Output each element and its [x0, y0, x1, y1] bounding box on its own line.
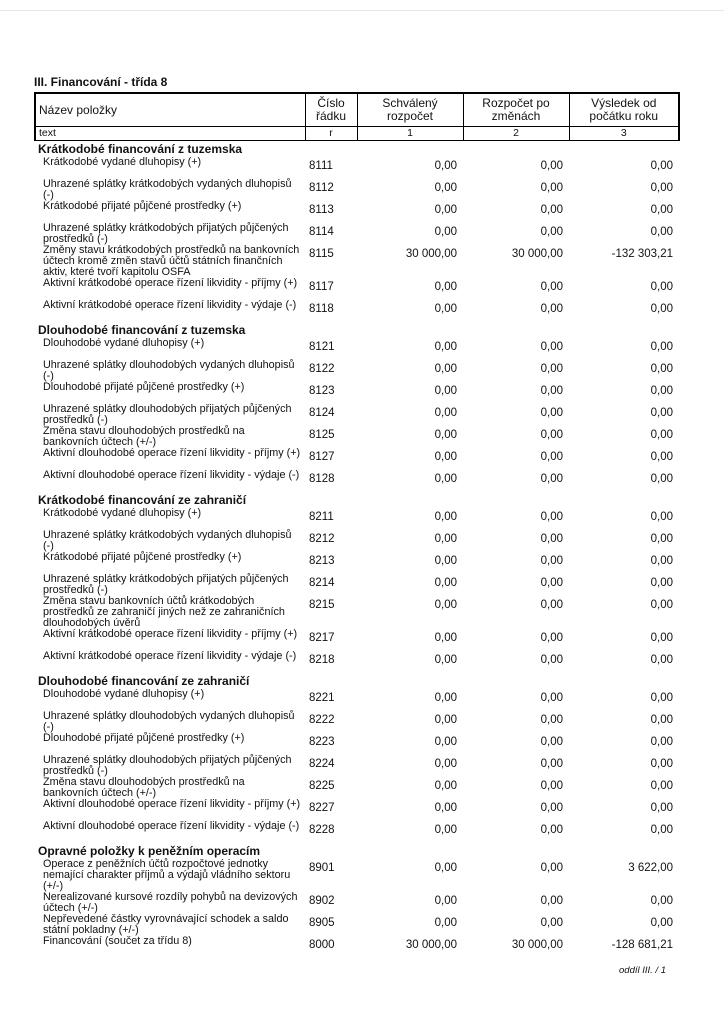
row-approved: 0,00 — [434, 555, 457, 567]
row-modified: 0,00 — [540, 780, 563, 792]
section-heading: Opravné položky k peněžním operacím — [38, 844, 261, 858]
table-body — [35, 141, 679, 959]
row-modified: 0,00 — [540, 917, 563, 929]
table-row — [35, 448, 679, 470]
row-name: Nerealizované kursové rozdíly pohybů na devizových účtech (+/-) — [43, 891, 298, 914]
row-approved: 0,00 — [434, 895, 457, 907]
row-modified: 30 000,00 — [511, 248, 563, 260]
row-name: Aktivní krátkodobé operace řízení likvidity - příjmy (+) — [43, 277, 298, 289]
table-row — [35, 278, 679, 300]
row-modified: 30 000,00 — [511, 939, 563, 951]
section-heading: Dlouhodobé financování ze zahraničí — [38, 674, 250, 688]
row-approved: 0,00 — [434, 451, 457, 463]
row-name: Krátkodobé vydané dluhopisy (+) — [43, 156, 202, 168]
table-row — [35, 936, 679, 958]
row-result: 0,00 — [650, 407, 673, 419]
row-code: 8115 — [309, 248, 334, 260]
row-code: 8128 — [309, 473, 335, 485]
row-code: 8211 — [309, 511, 334, 523]
table-subheader-row — [35, 127, 679, 141]
subheader-result: 3 — [569, 127, 679, 141]
row-code: 8228 — [309, 824, 335, 836]
row-result: 0,00 — [650, 451, 673, 463]
row-code: 8221 — [309, 692, 335, 704]
row-code: 8111 — [309, 160, 333, 172]
row-approved: 0,00 — [434, 303, 457, 315]
row-code: 8114 — [309, 226, 334, 238]
row-modified: 0,00 — [540, 341, 563, 353]
row-name: Dlouhodobé přijaté půjčené prostředky (+) — [43, 732, 245, 744]
row-approved: 0,00 — [434, 226, 457, 238]
row-modified: 0,00 — [540, 226, 563, 238]
row-result: 0,00 — [650, 160, 673, 172]
row-code: 8214 — [309, 577, 335, 589]
row-modified: 0,00 — [540, 473, 563, 485]
header-result: Výsledek od počátku roku — [569, 93, 679, 127]
row-result: 0,00 — [650, 473, 673, 485]
header-approved: Schválený rozpočet — [357, 93, 463, 127]
row-approved: 0,00 — [434, 692, 457, 704]
row-code: 8000 — [309, 939, 335, 951]
row-result: 0,00 — [650, 281, 673, 293]
row-modified: 0,00 — [540, 281, 563, 293]
row-modified: 0,00 — [540, 599, 563, 611]
table-row — [35, 689, 679, 711]
subheader-name: text — [35, 127, 305, 141]
row-code: 8125 — [309, 429, 335, 441]
row-code: 8212 — [309, 533, 335, 545]
table-row — [35, 777, 679, 799]
row-approved: 0,00 — [434, 599, 457, 611]
row-name: Krátkodobé přijaté půjčené prostředky (+) — [43, 551, 242, 563]
table-row — [35, 201, 679, 223]
table-row — [35, 821, 679, 843]
row-modified: 0,00 — [540, 363, 563, 375]
row-approved: 0,00 — [434, 533, 457, 545]
row-result: 0,00 — [650, 780, 673, 792]
row-modified: 0,00 — [540, 654, 563, 666]
row-result: 0,00 — [650, 429, 673, 441]
row-name: Uhrazené splátky krátkodobých přijatých půjčených prostředků (-) — [43, 222, 289, 245]
subheader-modified: 2 — [463, 127, 569, 141]
row-name: Aktivní dlouhodobé operace řízení likvidity - příjmy (+) — [43, 798, 301, 810]
row-result: 0,00 — [650, 802, 673, 814]
section-title: III. Financování - třída 8 — [34, 75, 168, 89]
table-row — [35, 338, 679, 360]
row-name: Změna stavu dlouhodobých prostředků na bankovních účtech (+/-) — [43, 776, 245, 799]
row-result: 0,00 — [650, 385, 673, 397]
section-heading: Krátkodobé financování z tuzemska — [38, 142, 243, 156]
table-row — [35, 426, 679, 448]
row-name: Uhrazené splátky dlouhodobých vydaných dluhopisů (-) — [43, 359, 295, 382]
row-result: 0,00 — [650, 341, 673, 353]
section-heading-row — [35, 492, 679, 508]
table-row — [35, 574, 679, 596]
row-approved: 0,00 — [434, 385, 457, 397]
table-row — [35, 711, 679, 733]
row-result: -128 681,21 — [611, 939, 673, 951]
row-result: 0,00 — [650, 555, 673, 567]
row-approved: 0,00 — [434, 363, 457, 375]
row-approved: 0,00 — [434, 204, 457, 216]
row-modified: 0,00 — [540, 714, 563, 726]
row-approved: 0,00 — [434, 862, 457, 874]
row-approved: 0,00 — [434, 917, 457, 929]
row-modified: 0,00 — [540, 385, 563, 397]
section-heading: Dlouhodobé financování z tuzemska — [38, 323, 246, 337]
table-row — [35, 629, 679, 651]
row-approved: 0,00 — [434, 160, 457, 172]
row-code: 8901 — [309, 862, 335, 874]
row-code: 8122 — [309, 363, 335, 375]
row-modified: 0,00 — [540, 824, 563, 836]
table-row — [35, 508, 679, 530]
table-row — [35, 859, 679, 892]
row-modified: 0,00 — [540, 862, 563, 874]
row-approved: 0,00 — [434, 341, 457, 353]
row-code: 8215 — [309, 599, 335, 611]
row-code: 8227 — [309, 802, 335, 814]
row-result: 0,00 — [650, 758, 673, 770]
section-heading-row — [35, 843, 679, 859]
row-code: 8124 — [309, 407, 335, 419]
row-code: 8217 — [309, 632, 335, 644]
subheader-approved: 1 — [357, 127, 463, 141]
row-code: 8222 — [309, 714, 335, 726]
row-approved: 0,00 — [434, 654, 457, 666]
header-name: Název položky — [35, 93, 305, 127]
row-name: Krátkodobé přijaté půjčené prostředky (+) — [43, 200, 242, 212]
row-name: Financování (součet za třídu 8) — [43, 935, 192, 947]
section-heading-row — [35, 141, 679, 158]
row-result: 0,00 — [650, 182, 673, 194]
row-approved: 0,00 — [434, 182, 457, 194]
row-approved: 0,00 — [434, 780, 457, 792]
row-approved: 0,00 — [434, 714, 457, 726]
row-result: -132 303,21 — [611, 248, 673, 260]
table-row — [35, 223, 679, 245]
table-row — [35, 179, 679, 201]
row-modified: 0,00 — [540, 736, 563, 748]
row-name: Operace z peněžních účtů rozpočtové jednotky nemající charakter příjmů a výdajů vládního sektoru (+/-) — [43, 858, 291, 892]
table-row — [35, 651, 679, 673]
scan-edge-line — [0, 10, 724, 11]
table-row — [35, 892, 679, 914]
row-result: 0,00 — [650, 824, 673, 836]
row-modified: 0,00 — [540, 895, 563, 907]
row-approved: 0,00 — [434, 281, 457, 293]
row-code: 8123 — [309, 385, 335, 397]
table-row — [35, 470, 679, 492]
row-code: 8902 — [309, 895, 335, 907]
row-code: 8218 — [309, 654, 335, 666]
row-result: 0,00 — [650, 363, 673, 375]
row-modified: 0,00 — [540, 182, 563, 194]
row-name: Krátkodobé vydané dluhopisy (+) — [43, 507, 202, 519]
row-modified: 0,00 — [540, 451, 563, 463]
table-row — [35, 157, 679, 179]
row-code: 8118 — [309, 303, 334, 315]
row-approved: 30 000,00 — [405, 248, 457, 260]
row-modified: 0,00 — [540, 632, 563, 644]
row-name: Uhrazené splátky krátkodobých vydaných dluhopisů (-) — [43, 178, 292, 201]
row-modified: 0,00 — [540, 555, 563, 567]
section-heading: Krátkodobé financování ze zahraničí — [38, 493, 247, 507]
row-modified: 0,00 — [540, 802, 563, 814]
row-name: Aktivní krátkodobé operace řízení likvidity - příjmy (+) — [43, 628, 298, 640]
subheader-code: r — [305, 127, 357, 141]
row-result: 0,00 — [650, 632, 673, 644]
table-row — [35, 755, 679, 777]
row-result: 0,00 — [650, 226, 673, 238]
row-code: 8225 — [309, 780, 335, 792]
row-modified: 0,00 — [540, 429, 563, 441]
table-row — [35, 530, 679, 552]
row-result: 0,00 — [650, 895, 673, 907]
row-approved: 0,00 — [434, 824, 457, 836]
row-result: 0,00 — [650, 654, 673, 666]
row-result: 0,00 — [650, 303, 673, 315]
row-result: 0,00 — [650, 511, 673, 523]
row-approved: 0,00 — [434, 407, 457, 419]
table-row — [35, 245, 679, 278]
row-approved: 0,00 — [434, 577, 457, 589]
row-modified: 0,00 — [540, 758, 563, 770]
row-modified: 0,00 — [540, 577, 563, 589]
row-code: 8905 — [309, 917, 335, 929]
row-modified: 0,00 — [540, 533, 563, 545]
table-row — [35, 300, 679, 322]
row-name: Uhrazené splátky dlouhodobých přijatých půjčených prostředků (-) — [43, 754, 292, 777]
table-header-row — [35, 93, 679, 127]
table-row — [35, 596, 679, 629]
table-row — [35, 360, 679, 382]
row-modified: 0,00 — [540, 204, 563, 216]
page-footer: oddíl III. / 1 — [619, 965, 666, 976]
row-code: 8127 — [309, 451, 335, 463]
row-approved: 30 000,00 — [405, 939, 457, 951]
row-code: 8117 — [309, 281, 334, 293]
table-row — [35, 404, 679, 426]
row-approved: 0,00 — [434, 632, 457, 644]
row-name: Uhrazené splátky krátkodobých přijatých půjčených prostředků (-) — [43, 573, 289, 596]
row-result: 0,00 — [650, 692, 673, 704]
header-modified: Rozpočet po změnách — [463, 93, 569, 127]
row-result: 0,00 — [650, 917, 673, 929]
table-row — [35, 552, 679, 574]
row-approved: 0,00 — [434, 802, 457, 814]
header-code: Číslo řádku — [305, 93, 357, 127]
row-approved: 0,00 — [434, 473, 457, 485]
row-approved: 0,00 — [434, 511, 457, 523]
row-code: 8113 — [309, 204, 334, 216]
row-result: 0,00 — [650, 204, 673, 216]
table-row — [35, 914, 679, 936]
row-code: 8121 — [309, 341, 335, 353]
row-modified: 0,00 — [540, 407, 563, 419]
financing-table — [34, 92, 680, 958]
row-name: Změna stavu bankovních účtů krátkodobých prostředků ze zahraničí jiných než ze zahraničních dlouhodobých úvěrů — [43, 595, 285, 629]
section-heading-row — [35, 673, 679, 689]
section-heading-row — [35, 322, 679, 338]
row-name: Aktivní dlouhodobé operace řízení likvidity - výdaje (-) — [43, 820, 300, 832]
row-name: Uhrazené splátky dlouhodobých přijatých půjčených prostředků (-) — [43, 403, 292, 426]
row-code: 8224 — [309, 758, 335, 770]
row-result: 0,00 — [650, 599, 673, 611]
row-result: 0,00 — [650, 577, 673, 589]
row-name: Uhrazené splátky dlouhodobých vydaných dluhopisů (-) — [43, 710, 295, 733]
row-result: 3 622,00 — [628, 862, 673, 874]
table-row — [35, 733, 679, 755]
row-approved: 0,00 — [434, 429, 457, 441]
row-code: 8213 — [309, 555, 335, 567]
row-modified: 0,00 — [540, 692, 563, 704]
row-name: Dlouhodobé přijaté půjčené prostředky (+) — [43, 381, 245, 393]
row-approved: 0,00 — [434, 758, 457, 770]
table-row — [35, 799, 679, 821]
row-name: Změny stavu krátkodobých prostředků na bankovních účtech kromě změn stavů účtů státních finančních aktiv, které tvoří kapitolu OSFA — [43, 244, 300, 278]
row-result: 0,00 — [650, 714, 673, 726]
row-modified: 0,00 — [540, 303, 563, 315]
row-approved: 0,00 — [434, 736, 457, 748]
row-result: 0,00 — [650, 736, 673, 748]
row-name: Uhrazené splátky krátkodobých vydaných dluhopisů (-) — [43, 529, 292, 552]
row-name: Dlouhodobé vydané dluhopisy (+) — [43, 337, 205, 349]
row-modified: 0,00 — [540, 511, 563, 523]
row-result: 0,00 — [650, 533, 673, 545]
table-row — [35, 382, 679, 404]
row-name: Aktivní krátkodobé operace řízení likvidity - výdaje (-) — [43, 299, 297, 311]
row-name: Aktivní krátkodobé operace řízení likvidity - výdaje (-) — [43, 650, 297, 662]
row-code: 8223 — [309, 736, 335, 748]
row-name: Aktivní dlouhodobé operace řízení likvidity - příjmy (+) — [43, 447, 301, 459]
row-name: Nepřevedené částky vyrovnávající schodek a saldo státní pokladny (+/-) — [43, 913, 289, 936]
row-name: Aktivní dlouhodobé operace řízení likvidity - výdaje (-) — [43, 469, 300, 481]
row-name: Změna stavu dlouhodobých prostředků na bankovních účtech (+/-) — [43, 425, 245, 448]
row-code: 8112 — [309, 182, 334, 194]
row-modified: 0,00 — [540, 160, 563, 172]
row-name: Dlouhodobé vydané dluhopisy (+) — [43, 688, 205, 700]
